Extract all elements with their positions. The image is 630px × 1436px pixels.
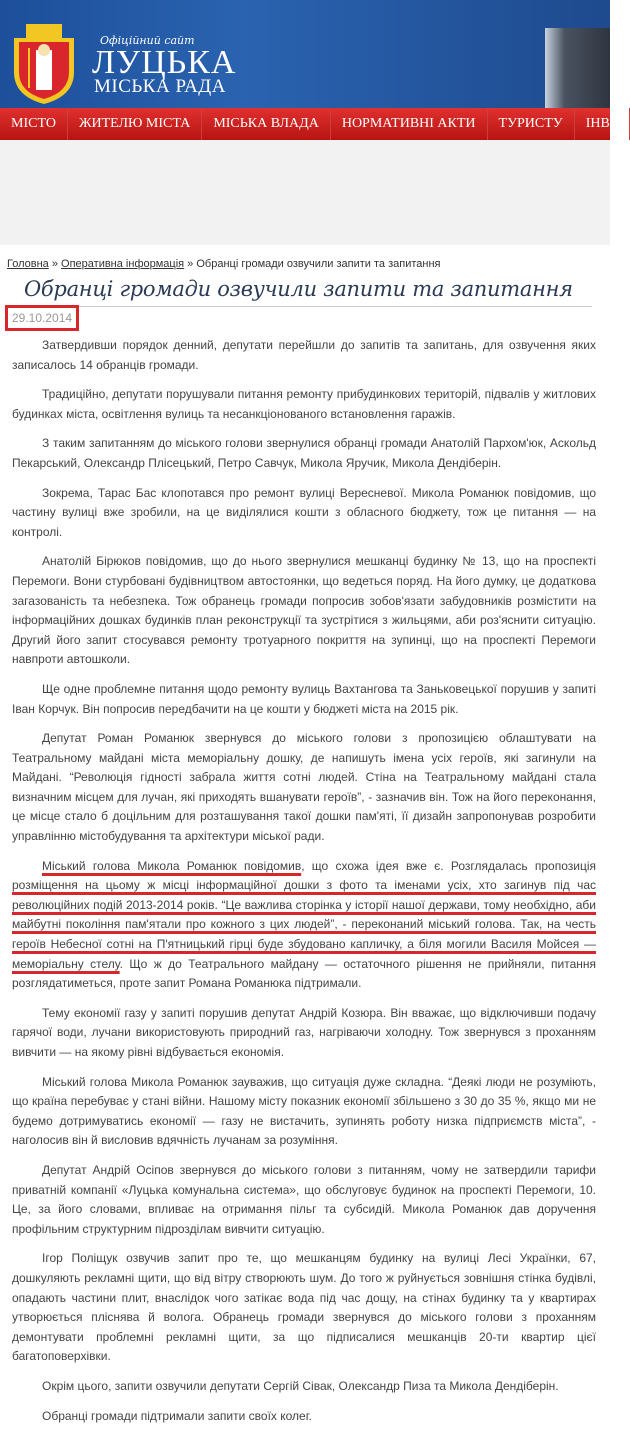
breadcrumb-sep: » <box>48 258 62 270</box>
paragraph: Окрім цього, запити озвучили депутати Сергій Сівак, Олександр Пиза та Микола Дендіберін. <box>42 1378 559 1393</box>
nav-item-residents[interactable]: ЖИТЕЛЮ МІСТА <box>68 108 202 140</box>
site-header <box>0 0 610 108</box>
city-crest-logo[interactable] <box>8 22 80 106</box>
statue-image <box>545 28 610 108</box>
site-subtitle: МІСЬКА РАДА <box>94 76 226 97</box>
paragraph: З таким запитанням до міського голови звернулися обранці громади Анатолій Пархом'юк, Аскольд Пекарський, Олександр Плісецький, Петро Савчук, Микола Яручик, Микола Дендіберін. <box>12 436 596 470</box>
paragraph: Депутат Роман Романюк звернувся до міського голови з пропозицією облаштувати на Театральному майдані міста меморіальну дошку, де напишуть імена усіх героїв, які загинули на Майдані. “Революція гідності забрала життя сотні людей. Стіна на Театральному майдані стала визначним місцем для лучан, які приходять вшанувати героїв”, - зазначив він. Тож на його переконання, це місце стало б доцільним для розташування такої дошки пам'яті, її дизайн запропонував розробити управлінню містобудування та архітектури міської ради. <box>12 731 596 844</box>
breadcrumb-home[interactable]: Головна <box>7 258 49 270</box>
breadcrumb-sep: » <box>184 258 197 270</box>
paragraph: Затвердивши порядок денний, депутати перейшли до запитів та запитань, для озвучення яких записалось 14 обранців громади. <box>12 338 596 372</box>
paragraph: Депутат Андрій Осіпов звернувся до міського голови з питанням, чому не затвердили тарифи приватній компанії «Луцька комунальна система», що обслуговує будинок на проспекті Перемоги, 10. Це, за його словами, впливає на отримання пільг та субсидій. Микола Романюк дав доручення профільним структурним підрозділам вивчити ситуацію. <box>12 1162 596 1236</box>
title-divider <box>10 306 592 307</box>
text: , що схожа ідея вже є. Розглядалась пропозиція <box>301 858 596 873</box>
paragraph-highlighted <box>12 857 596 994</box>
breadcrumb <box>7 258 441 270</box>
breadcrumb-current: Обранці громади озвучили запити та запитання <box>196 258 441 270</box>
site-title[interactable]: ЛУЦЬКА <box>92 44 237 81</box>
paragraph: Тему економії газу у запиті порушив депутат Андрій Козюра. Він вважає, що відключивши подачу гарячої води, лучани використовують природний газ, нагріваючи холодну. Тож звернувся з проханням вивчити — на якому рівні відбувається економія. <box>12 1005 596 1059</box>
article-date: 29.10.2014 <box>5 305 79 331</box>
page-title: Обранці громади озвучили запити та запитання <box>24 277 573 301</box>
paragraph: Зокрема, Тарас Бас клопотався про ремонт вулиці Вересневої. Микола Романюк повідомив, що частину вулиці вже зробили, на це виділялися кошти з обласного бюджету, тож це питання — на контролі. <box>12 485 596 539</box>
nav-item-tourist[interactable]: ТУРИСТУ <box>488 108 575 140</box>
paragraph: Міський голова Микола Романюк зауважив, що ситуація дуже складна. “Деякі люди не розуміють, що країна перебуває у стані війни. Нашому місту показник економії збільшено з 30 до 35 %, якщо ми не будемо дотримуватись економії — газу не вистачить, зупинять роботу низка підприємств міста”, - наголосив він й висловив вдячність лучанам за розуміння. <box>12 1074 596 1148</box>
paragraph: Анатолій Бірюков повідомив, що до нього звернулися мешканці будинку № 13, що на проспекті Перемоги. Вони стурбовані будівництвом автостоянки, що ведеться поряд. На його думку, це додаткова загазованість та небезпека. Тож обранець громади попросив зобов'язати забудовників розмістити на інформаційних дошках будинків план реконструкції та зустрітися з жильцями, аби роз'яснити ситуацію. Другий його запит стосувався ремонту тротуарного покриття на зупинці, що на проспекті Перемоги навпроти автошколи. <box>12 554 596 667</box>
nav-item-city-government[interactable]: МІСЬКА ВЛАДА <box>202 108 331 140</box>
nav-item-investor[interactable]: ІНВЕ <box>575 108 630 140</box>
nav-item-city[interactable]: МІСТО <box>0 108 68 140</box>
main-nav <box>0 108 619 140</box>
highlight: Міський голова Микола Романюк повідомив <box>42 858 302 873</box>
breadcrumb-section[interactable]: Оперативна інформація <box>61 258 185 270</box>
highlight: розміщення на цьому ж місці інформаційної дошки з фото та іменами усіх, хто загинув під час революційних подій 2013-2014 років. “Це важлива сторінка у історії нашої держави, тому необхідно, аби майбутні покоління пам'ятали про кожного з цих людей”, - переконаний міський голова. Так, на честь героїв Небесної сотні на П'ятницький гірці буде збудовано капличку, а біля могили Василя Мойсея — меморіальну стелу <box>12 878 596 971</box>
nav-item-normative-acts[interactable]: НОРМАТИВНІ АКТИ <box>331 108 488 140</box>
paragraph: Обранці громади підтримали запити своїх колег. <box>42 1408 312 1423</box>
site-tagline: Офіційний сайт <box>100 34 195 47</box>
paragraph: Ще одне проблемне питання щодо ремонту вулиць Вахтангова та Заньковецької порушив у запиті Іван Корчук. Він попросив передбачити на це кошти у бюджеті міста на 2015 рік. <box>12 681 596 716</box>
article-body <box>12 336 596 1436</box>
paragraph: Традиційно, депутати порушували питання ремонту прибудинкових територій, підвалів у житлових будинках міста, освітлення вулиць та несанкціонованого встановлення гаражів. <box>12 387 596 421</box>
text: . Що ж до Театрального майдану — остаточного рішення не прийняли, питання розглядатиметься, проте запит Романа Романюка підтримали. <box>12 956 596 991</box>
paragraph: Ігор Поліщук озвучив запит про те, що мешканцям будинку на вулиці Лесі Українки, 67, дошкуляють рекламні щити, що від вітру створюють шум. До того ж руйнується зовнішня стінка будівлі, опадають частини плит, внаслідок чого затікає вода під час дощу, на стінах будинку та у квартирах утворюється пліснява й волога. Обранець громади звернувся до міського голови з проханням демонтувати проблемні рекламні щити, за що підписалися мешканців 20-ти квартир цієї багатоповерхівки. <box>12 1251 596 1364</box>
banner-area <box>0 140 610 245</box>
